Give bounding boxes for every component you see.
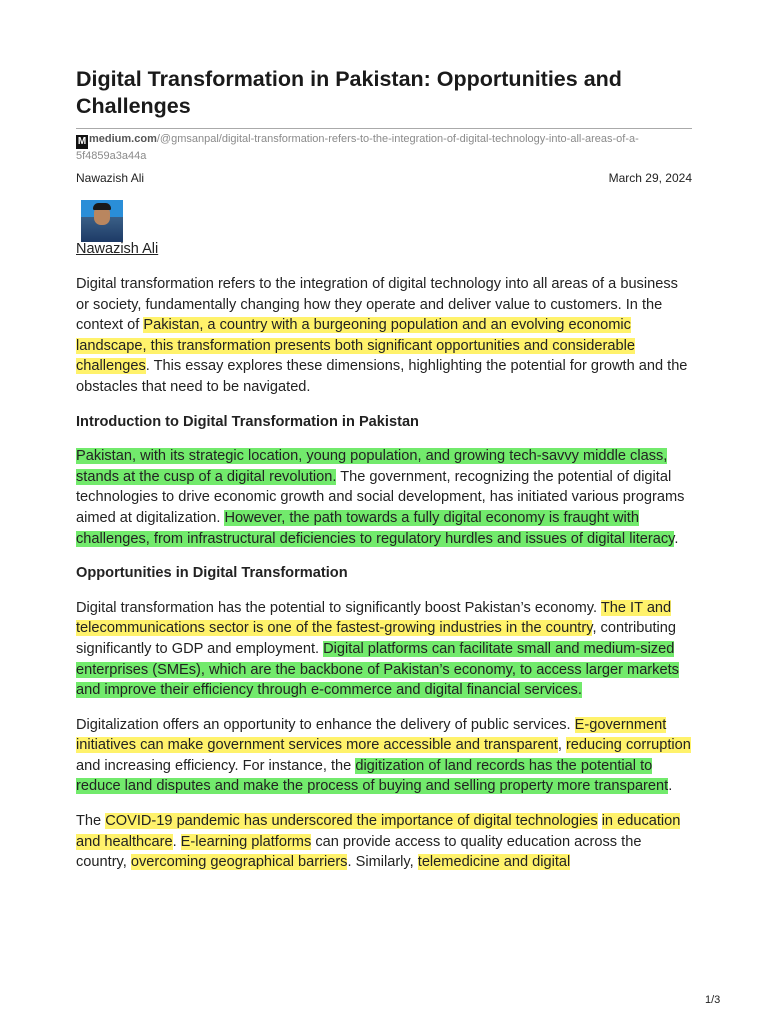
text-run: can provide access to quality education across the country, bbox=[76, 833, 642, 871]
text-run: , contributing significantly to GDP and employment. bbox=[76, 620, 677, 657]
highlight-yellow: The IT and telecommunications sector is one of the fastest-growing industries in the country bbox=[76, 599, 672, 637]
author-link[interactable]: Nawazish Ali bbox=[76, 241, 159, 257]
text-run: Digital transformation has the potential to significantly boost Pakistan’s economy. bbox=[76, 599, 601, 616]
highlight-yellow: in education and healthcare bbox=[76, 813, 681, 850]
text-run: . bbox=[668, 778, 673, 795]
highlight-yellow: E-learning platforms bbox=[180, 833, 312, 850]
text-run: Digital transformation refers to the integration of digital technology into all areas of a business or society, fundamentally changing how they operate and deliver value to customers. In the context of bbox=[76, 276, 678, 334]
paragraph bbox=[76, 446, 692, 549]
paragraph bbox=[76, 715, 692, 797]
title-divider bbox=[76, 128, 692, 129]
text-run: Digitalization offers an opportunity to enhance the delivery of public services. bbox=[76, 716, 575, 733]
highlight-green: However, the path towards a fully digital economy is fraught with challenges, from infrastructural deficiencies to regulatory hurdles and issues of digital literacy bbox=[76, 509, 675, 547]
text-run: The government, recognizing the potential of digital technologies to drive economic growth and social development, has initiated various programs aimed at digitalization. bbox=[76, 468, 685, 526]
author-avatar[interactable] bbox=[81, 200, 123, 242]
highlight-yellow: reducing corruption bbox=[565, 737, 691, 754]
paragraph bbox=[76, 274, 692, 398]
text-run: . Similarly, bbox=[347, 854, 418, 871]
highlight-green: digitization of land records has the potential to reduce land disputes and make the process of buying and selling property more transparent bbox=[76, 757, 669, 795]
text-run: and increasing efficiency. For instance, the bbox=[76, 757, 356, 774]
page-number: 1/3 bbox=[705, 994, 721, 1006]
source-url[interactable] bbox=[76, 132, 692, 164]
paragraph bbox=[76, 811, 692, 873]
highlight-yellow: E-government initiatives can make government services more accessible and transparent bbox=[76, 716, 667, 754]
text-run: . bbox=[674, 530, 679, 547]
paragraph bbox=[76, 598, 692, 701]
highlight-yellow: overcoming geographical barriers bbox=[130, 854, 348, 871]
section-heading-opportunities: Opportunities in Digital Transformation bbox=[76, 565, 348, 582]
source-path: /@gmsanpal/digital-transformation-refers-to-the-integration-of-digital-technology-into-all-areas-of-a-5f4859a3a44a bbox=[76, 133, 639, 162]
meta-date: March 29, 2024 bbox=[608, 171, 692, 185]
highlight-yellow: COVID-19 pandemic has underscored the importance of digital technologies bbox=[105, 813, 598, 830]
text-run: . This essay explores these dimensions, highlighting the potential for growth and the obstacles that need to be navigated. bbox=[76, 358, 688, 395]
article-meta bbox=[76, 171, 692, 185]
medium-logo-icon: M bbox=[77, 136, 87, 147]
article-title: Digital Transformation in Pakistan: Opportunities and Challenges bbox=[76, 67, 622, 118]
source-domain: medium.com bbox=[89, 133, 157, 145]
highlight-green: Digital platforms can facilitate small and medium-sized enterprises (SMEs), which are the backbone of Pakistan’s economy, to access larger markets and improve their efficiency through e-commerce and digital financial services. bbox=[76, 640, 679, 699]
meta-author: Nawazish Ali bbox=[76, 171, 145, 185]
text-run: . bbox=[172, 833, 181, 850]
highlight-green: Pakistan, with its strategic location, young population, and growing tech-savvy middle class, stands at the cusp of a digital revolution. bbox=[76, 448, 668, 485]
section-heading-intro: Introduction to Digital Transformation in Pakistan bbox=[76, 413, 419, 430]
text-run: The bbox=[76, 813, 106, 830]
highlight-yellow: Pakistan, a country with a burgeoning population and an evolving economic landscape, this transformation presents both significant opportunities and considerable challenges bbox=[76, 317, 635, 375]
text-run: , bbox=[557, 737, 566, 754]
highlight-yellow: telemedicine and digital bbox=[417, 854, 571, 871]
article-body bbox=[76, 274, 692, 887]
